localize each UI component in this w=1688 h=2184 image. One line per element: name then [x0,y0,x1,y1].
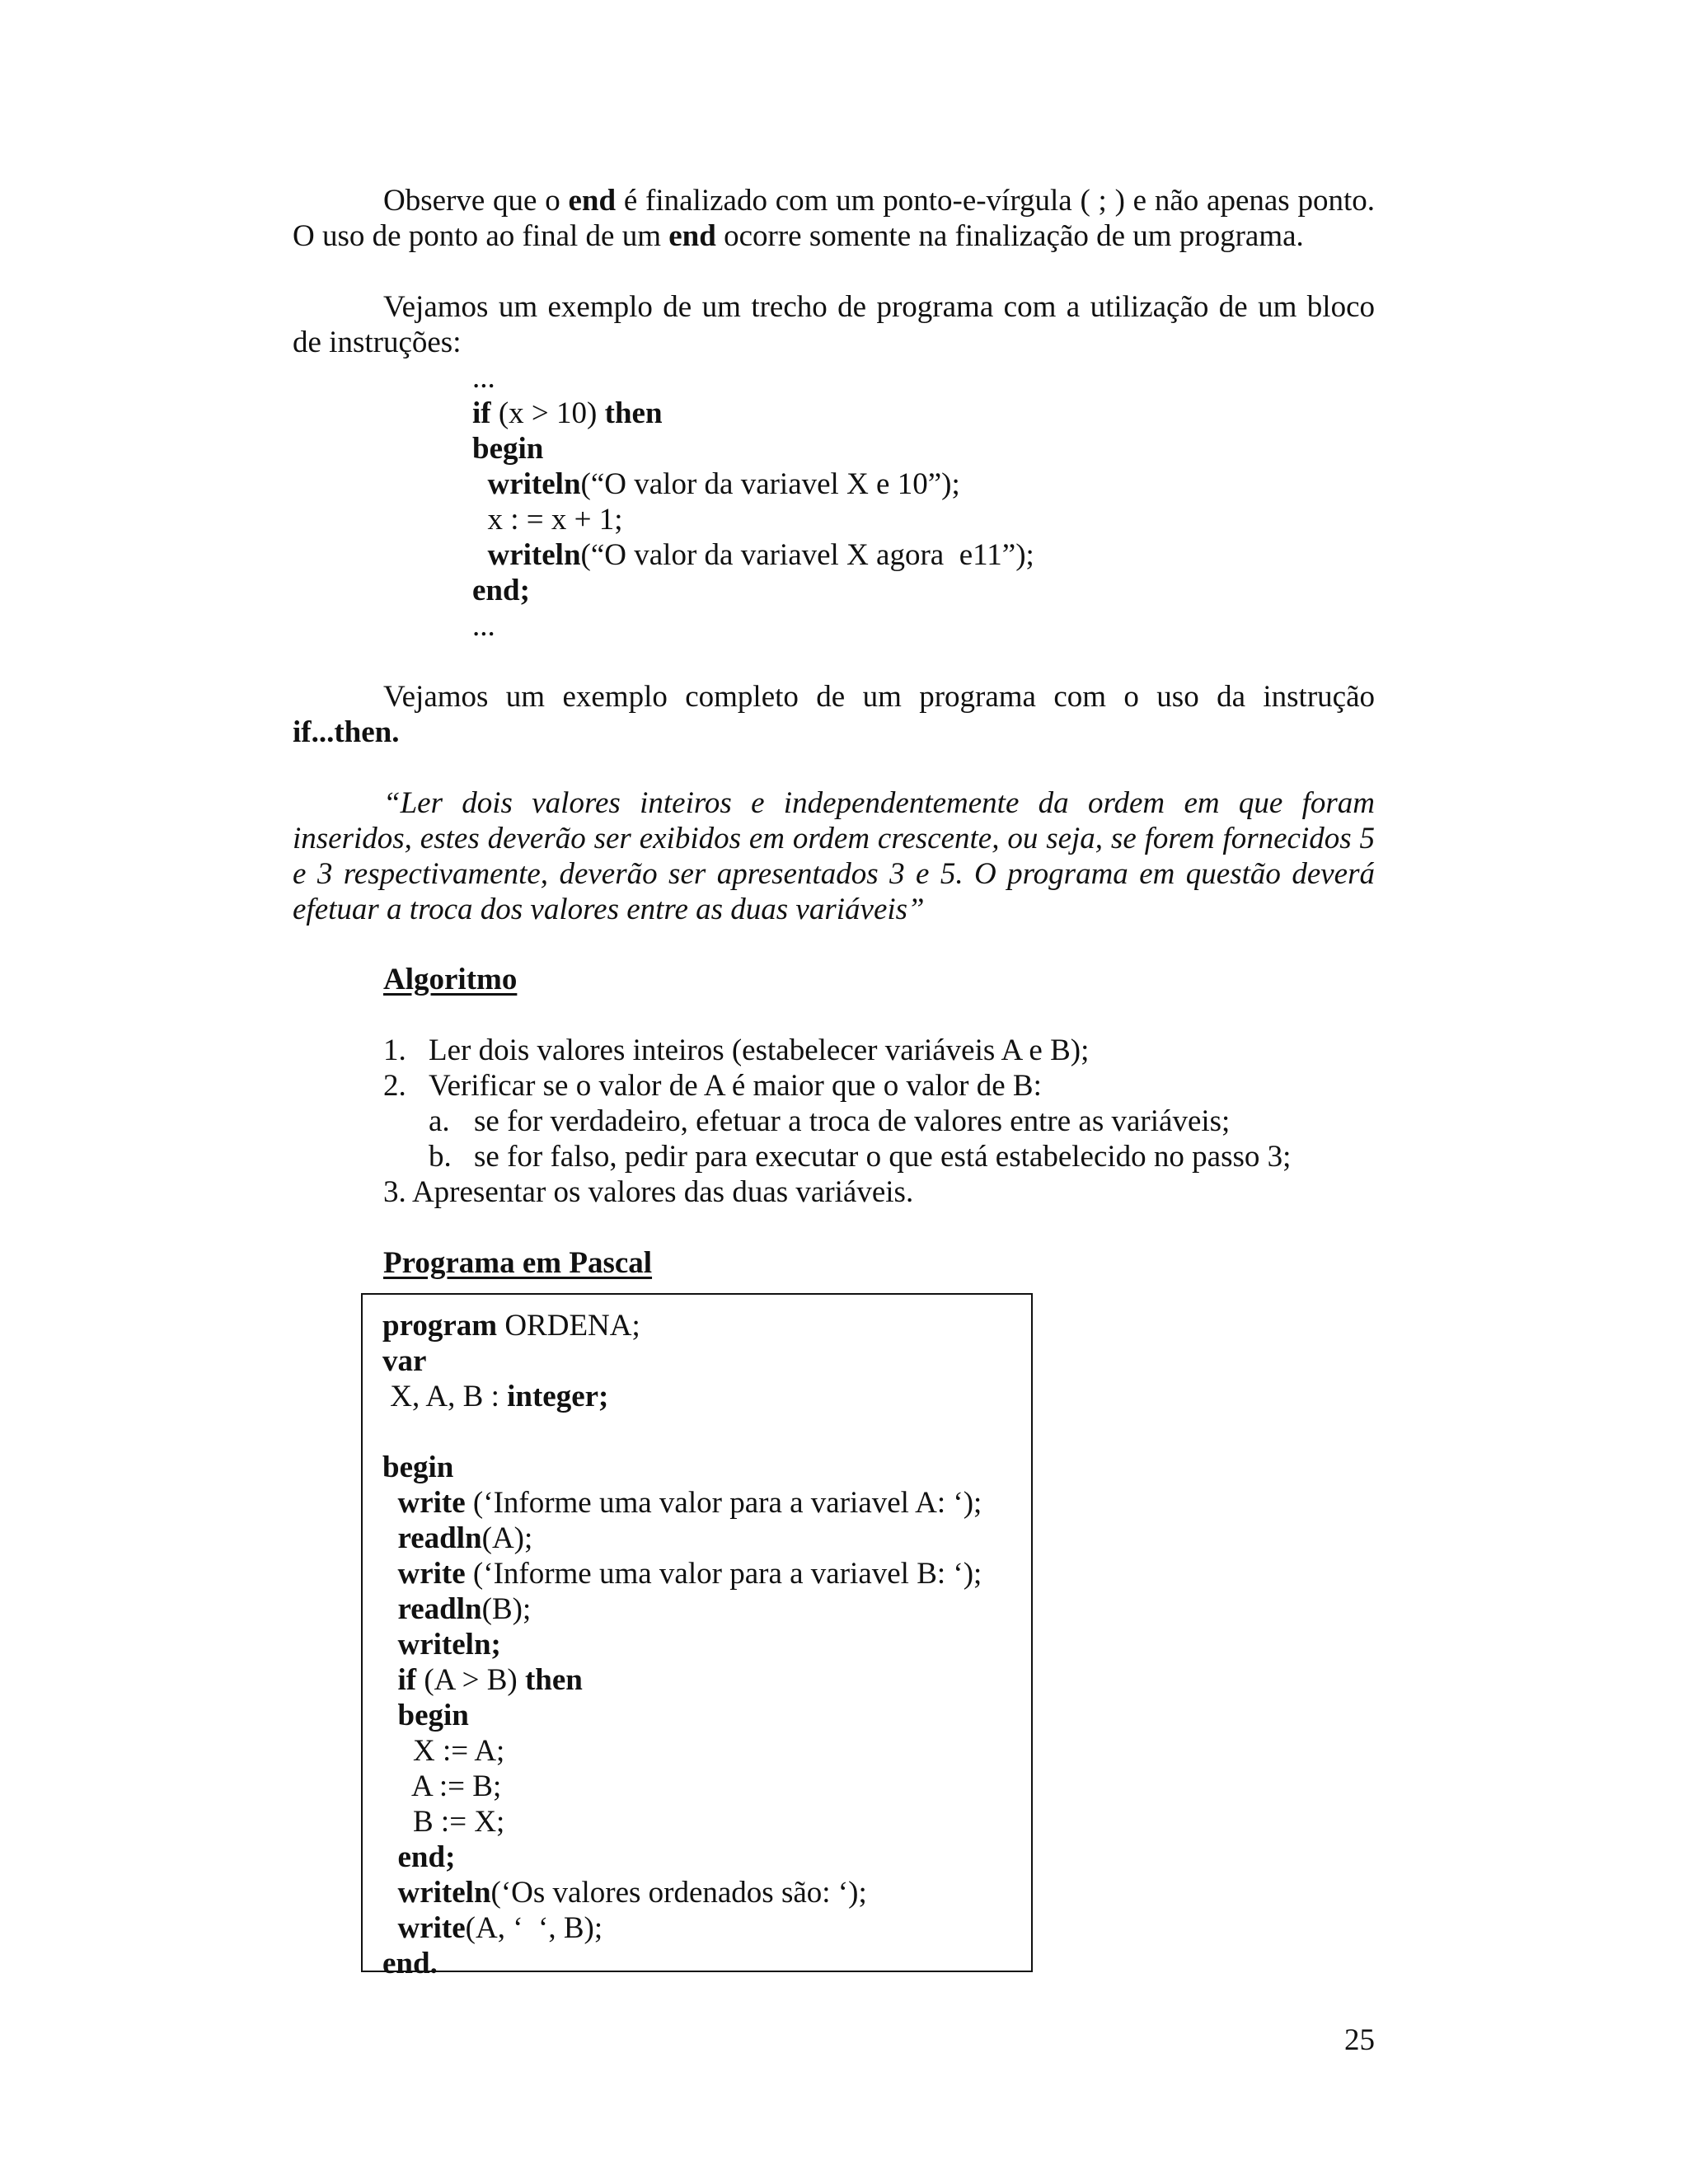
code-line [382,1450,982,1485]
code-text: ORDENA; [497,1309,640,1343]
program-heading: Programa em Pascal [383,1246,653,1280]
code-line [382,1804,982,1840]
code-text: (B); [481,1592,532,1626]
code-text: (“O valor da variavel X e 10”); [580,467,960,501]
code-text [382,1521,398,1555]
code-line [382,1591,982,1627]
code-text [472,503,488,537]
keyword-end: end [668,219,716,253]
code-line [472,466,1034,502]
pascal-program-code [382,1308,982,1981]
algorithm-heading: Algoritmo [383,963,518,996]
paragraph-text: ocorre somente na finalização de um programa. [715,219,1304,253]
code-text: (x > 10) [490,396,605,430]
code-keyword: then [604,396,663,430]
code-text [382,1628,398,1661]
list-item-text: Ler dois valores inteiros (estabelecer variáveis A e B); [429,1033,1090,1067]
code-keyword: if [472,396,491,430]
code-line [472,396,1034,431]
code-text: (A); [481,1521,533,1555]
code-keyword: begin [472,432,544,466]
code-text [382,1486,398,1520]
paragraph-end-semicolon [293,183,1375,254]
paragraph-block-example-intro: Vejamos um exemplo de um trecho de programa com a utilização de um bloco de instruções: [293,290,1375,359]
list-item-text: se for verdadeiro, efetuar a troca de valores entre as variáveis; [474,1104,1231,1138]
code-line [382,1414,982,1450]
code-text [382,1876,398,1910]
page-number: 25 [1344,2023,1375,2057]
code-keyword: readln [397,1592,482,1626]
code-line [382,1379,982,1414]
code-line [382,1875,982,1910]
code-keyword: writeln [487,538,581,572]
code-text: (A > B) [416,1663,525,1697]
pascal-program-box [361,1293,1033,1980]
code-keyword: writeln [397,1876,491,1910]
code-line [382,1698,982,1733]
list-item-marker: a. [429,1104,450,1138]
code-text [382,1911,398,1945]
code-text: A := B; [410,1769,502,1803]
code-text [382,1380,390,1413]
list-item [383,1139,1414,1174]
code-text [382,1557,398,1591]
code-keyword: write [397,1486,466,1520]
code-text [382,1663,398,1697]
code-text [382,1840,398,1874]
code-snippet [472,360,1034,644]
code-text: (‘Informe uma valor para a variavel B: ‘); [465,1557,982,1591]
code-line [382,1840,982,1875]
code-text: X := A; [413,1734,505,1768]
algorithm-steps [383,1033,1414,1174]
code-line [382,1627,982,1662]
code-keyword: begin [382,1451,454,1484]
list-item [383,1104,1414,1139]
code-keyword: readln [397,1521,482,1555]
code-keyword: program [382,1309,498,1343]
paragraph-text: Vejamos um exemplo completo de um programa com o uso da instrução [383,680,1375,714]
code-text [382,1805,413,1839]
paragraph-complete-example-intro [293,679,1375,750]
code-text: (‘Informe uma valor para a variavel A: ‘); [465,1486,982,1520]
code-text [472,467,488,501]
code-text: x : = x + 1; [487,503,623,537]
code-text: X, A, B : [390,1380,508,1413]
code-line [382,1946,982,1981]
code-line [382,1343,982,1379]
code-text: B := X; [413,1805,505,1839]
code-text [382,1734,413,1768]
code-text [382,1769,411,1803]
code-keyword: writeln; [397,1628,501,1661]
code-text [382,1699,398,1732]
code-line [382,1521,982,1556]
code-keyword: write [397,1911,466,1945]
code-text [472,538,488,572]
code-keyword: begin [397,1699,469,1732]
code-keyword: var [382,1344,427,1378]
algorithm-step-3: 3. Apresentar os valores das duas variáveis. [383,1175,914,1209]
code-line [472,537,1034,573]
code-text: (‘Os valores ordenados são: ‘); [490,1876,867,1910]
list-item-marker: b. [429,1140,452,1174]
code-line [472,608,1034,644]
code-text: (“O valor da variavel X agora e11”); [580,538,1034,572]
code-text: (A, ‘ ‘, B); [465,1911,603,1945]
list-item-marker: 2. [383,1069,406,1103]
code-line [472,502,1034,537]
code-line [472,431,1034,466]
paragraph-text: Observe que o [383,184,569,218]
list-item [383,1033,1414,1068]
paragraph-text: é finalizado com um ponto-e-vírgula ( ; ) e não apenas ponto. O uso de ponto ao final de um [293,184,1375,253]
keyword-end: end [568,184,617,218]
code-line [382,1485,982,1521]
problem-statement-quote: “Ler dois valores inteiros e independentemente da ordem em que foram inseridos, estes deverão ser exibidos em ordem crescente, ou seja, se forem fornecidos 5 e 3 respectivamente, deverão ser apresentados 3 e 5. O programa em questão deverá efetuar a troca dos valores entre as duas variáveis” [293,786,1375,926]
code-line [472,360,1034,396]
code-text [382,1592,398,1626]
code-keyword: writeln [487,467,581,501]
list-item-text: se for falso, pedir para executar o que está estabelecido no passo 3; [474,1140,1292,1174]
code-keyword: end. [382,1947,438,1980]
code-keyword: integer; [507,1380,609,1413]
code-line [382,1556,982,1591]
code-keyword: end; [397,1840,456,1874]
code-line [382,1910,982,1946]
code-line [382,1733,982,1769]
code-line [472,573,1034,608]
code-line [382,1662,982,1698]
code-line [382,1769,982,1804]
list-item-marker: 1. [383,1033,406,1067]
list-item [383,1068,1414,1104]
code-keyword: write [397,1557,466,1591]
code-text: ... [472,609,495,643]
list-item-text: Verificar se o valor de A é maior que o valor de B: [429,1069,1042,1103]
code-keyword: then [524,1663,583,1697]
code-line [382,1308,982,1343]
code-keyword: if [397,1663,417,1697]
code-text: ... [472,361,495,395]
code-keyword: end; [472,574,530,607]
keyword-if-then: if...then. [293,715,400,749]
